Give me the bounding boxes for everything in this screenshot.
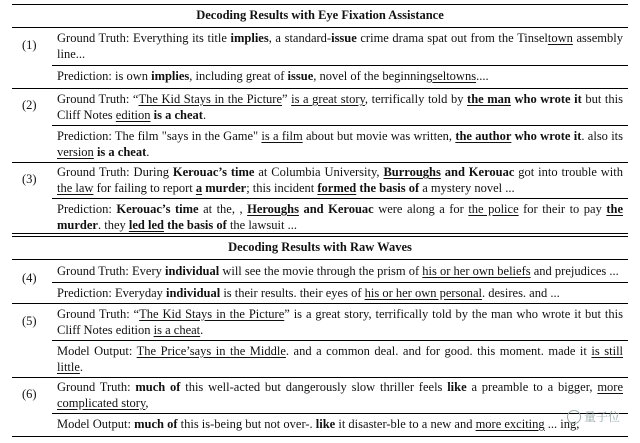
ground-truth-text <box>57 263 623 279</box>
highlighted-phrase: the law <box>57 181 94 195</box>
section-double-rule <box>12 236 628 237</box>
highlighted-phrase: the police <box>468 202 519 216</box>
text-span: . desires. and ... <box>481 286 560 300</box>
highlighted-phrase: murder <box>57 218 98 232</box>
highlighted-phrase: who wrote it <box>514 92 582 106</box>
row-number: (1) <box>22 38 37 52</box>
row-divider <box>52 125 628 126</box>
highlighted-phrase: is a cheat <box>153 323 201 337</box>
bottom-rule <box>12 436 628 437</box>
row-rule <box>12 303 628 304</box>
row-number: (2) <box>22 98 37 112</box>
text-span: for failing to report <box>93 181 196 195</box>
text-span: . also its <box>581 129 624 143</box>
text-span: about but movie was written, <box>302 129 456 143</box>
text-span: this well-acted but dangerously slow thriller feels <box>180 380 448 394</box>
text-span: Prediction: The film "says in the Game" <box>57 129 262 143</box>
highlighted-phrase: the author <box>455 129 512 143</box>
highlighted-phrase: and Kerouac <box>444 165 515 179</box>
row-rule <box>12 162 628 163</box>
row-number: (6) <box>22 387 37 401</box>
text-span: Ground Truth: Every <box>57 264 165 278</box>
row-divider <box>52 340 628 341</box>
text-span: will see the movie through the prism of <box>219 264 423 278</box>
highlighted-phrase: is a cheat <box>96 145 147 159</box>
highlighted-phrase: more exciting <box>475 417 545 431</box>
text-span: it disaster-ble to a new and <box>335 417 476 431</box>
text-span: a mystery novel ... <box>419 181 515 195</box>
text-span: . they <box>97 218 129 232</box>
ground-truth-text <box>57 164 623 196</box>
highlighted-phrase: and Kerouac <box>303 202 374 216</box>
text-span: Ground Truth: “ <box>57 307 140 321</box>
text-span: ... ing, <box>544 417 580 431</box>
ground-truth-text <box>57 306 623 338</box>
highlighted-phrase: Kerouac’s time <box>116 202 199 216</box>
text-span: Model Output: <box>57 344 137 358</box>
header-rule <box>12 259 628 260</box>
row-divider <box>52 282 628 283</box>
text-span: , <box>145 396 149 410</box>
top-rule <box>12 4 628 5</box>
highlighted-phrase: his or her own beliefs <box>422 264 531 278</box>
highlighted-phrase: issue <box>331 31 357 45</box>
text-span: . <box>200 323 204 337</box>
watermark-text: 量子位 <box>583 410 620 424</box>
highlighted-phrase: a <box>195 181 203 195</box>
text-span: the lawsuit ... <box>226 218 297 232</box>
highlighted-phrase: issue <box>287 69 314 83</box>
ground-truth-text <box>57 91 623 123</box>
header-rule <box>12 27 628 28</box>
watermark <box>567 408 620 425</box>
text-span: Prediction: Everyday <box>57 286 166 300</box>
row-number: (4) <box>22 271 37 285</box>
text-span: assembly line... <box>57 31 623 61</box>
text-span: . <box>79 360 84 374</box>
highlighted-phrase: individual <box>165 264 220 278</box>
row-divider <box>52 198 628 199</box>
highlighted-phrase: edition <box>115 108 151 122</box>
highlighted-phrase: is a cheat <box>153 108 203 122</box>
wechat-icon <box>567 410 581 424</box>
text-span: Model Output: <box>57 417 135 431</box>
text-span: crime drama spat out from the Tinsel <box>356 31 548 45</box>
text-span: is their results. their eyes of <box>220 286 365 300</box>
text-span: . <box>202 108 207 122</box>
highlighted-phrase: is still little <box>57 344 624 374</box>
row-number: (5) <box>22 314 37 328</box>
highlighted-phrase: Heroughs <box>247 202 299 216</box>
text-span: a preamble to a bigger, <box>466 380 598 394</box>
text-span: . <box>146 145 150 159</box>
text-span: , including great of <box>189 69 288 83</box>
highlighted-phrase: The Price’says in the Middle <box>136 344 286 358</box>
highlighted-phrase: is a film <box>261 129 303 143</box>
highlighted-phrase: Burroughs <box>383 165 441 179</box>
highlighted-phrase: implies <box>151 69 190 83</box>
row-rule <box>12 377 628 378</box>
text-span: got into trouble with <box>514 165 623 179</box>
text-span: and prejudices ... <box>530 264 619 278</box>
highlighted-phrase: town <box>547 31 573 45</box>
highlighted-phrase: more complicated story <box>57 380 623 410</box>
text-span: at the, , <box>198 202 248 216</box>
highlighted-phrase: led led <box>128 218 164 232</box>
highlighted-phrase: murder <box>205 181 247 195</box>
text-span: but this Cliff Notes <box>57 92 623 122</box>
text-span: ” is a great story, terrifically told by the man who wrote it but this Cliff Notes edition <box>57 307 623 337</box>
highlighted-phrase: formed <box>317 181 357 195</box>
highlighted-phrase: The Kid Stays in the Picture <box>138 92 283 106</box>
highlighted-phrase: his or her own personal <box>364 286 482 300</box>
prediction-text <box>57 201 623 233</box>
model-output-text <box>57 343 623 375</box>
highlighted-phrase: is a great story <box>291 92 365 106</box>
text-span: for their to pay <box>518 202 607 216</box>
text-span: Ground Truth: During <box>57 165 173 179</box>
text-span: . and a common deal. and for good. this moment. made it <box>285 344 592 358</box>
text-span: were along a for <box>373 202 469 216</box>
text-span: ” <box>282 92 292 106</box>
highlighted-phrase: implies <box>230 31 269 45</box>
highlighted-phrase: much of <box>135 380 181 394</box>
text-span: , a standard- <box>268 31 332 45</box>
prediction-text <box>57 68 623 84</box>
highlighted-phrase: the basis of <box>167 218 227 232</box>
row-divider <box>52 65 628 66</box>
highlighted-phrase: like <box>447 380 467 394</box>
text-span: Prediction: is own <box>57 69 152 83</box>
text-span: at Columbia University, <box>254 165 384 179</box>
highlighted-phrase: like <box>315 417 336 431</box>
highlighted-phrase: the <box>606 202 623 216</box>
highlighted-phrase: the basis of <box>359 181 420 195</box>
text-span: this is-being but not over-. <box>177 417 316 431</box>
highlighted-phrase: seltowns <box>432 69 477 83</box>
ground-truth-text <box>57 30 623 62</box>
text-span: ; this incident <box>246 181 318 195</box>
text-span: Ground Truth: “ <box>57 92 139 106</box>
highlighted-phrase: The Kid Stays in the Picture <box>139 307 285 321</box>
text-span: Ground Truth: <box>57 380 136 394</box>
text-span: Ground Truth: Everything its title <box>57 31 231 45</box>
text-span: , terrifically told by <box>364 92 468 106</box>
prediction-text <box>57 285 623 301</box>
ground-truth-text <box>57 379 623 411</box>
prediction-text <box>57 128 623 160</box>
section-title-raw-waves: Decoding Results with Raw Waves <box>228 240 412 254</box>
row-divider <box>52 413 628 414</box>
highlighted-phrase: who wrote it <box>514 129 582 143</box>
highlighted-phrase: Kerouac’s time <box>172 165 255 179</box>
highlighted-phrase: version <box>57 145 94 159</box>
section-title-eye-fixation: Decoding Results with Eye Fixation Assistance <box>196 8 444 22</box>
highlighted-phrase: individual <box>166 286 221 300</box>
row-rule <box>12 88 628 89</box>
section-end-rule <box>12 233 628 234</box>
highlighted-phrase: much of <box>134 417 178 431</box>
model-output-text <box>57 416 623 432</box>
text-span: Prediction: <box>57 202 117 216</box>
row-number: (3) <box>22 172 37 186</box>
highlighted-phrase: the man <box>467 92 511 106</box>
text-span: .... <box>476 69 489 83</box>
text-span: , novel of the beginning <box>313 69 433 83</box>
